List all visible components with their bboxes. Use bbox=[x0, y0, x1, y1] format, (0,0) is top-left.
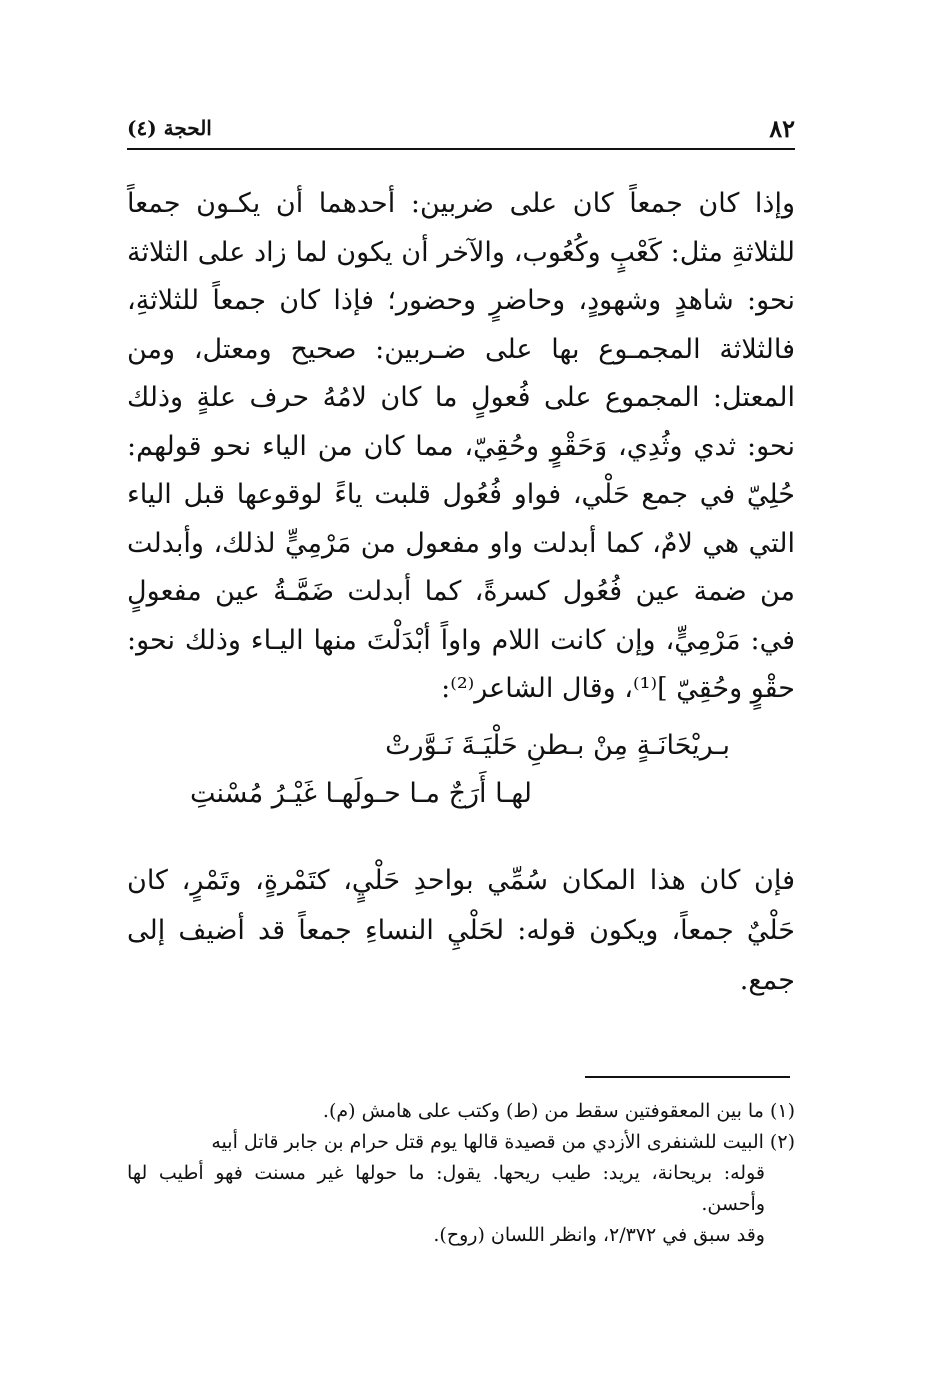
closing-paragraph: فإن كان هذا المكان سُمِّي بواحدِ حَلْيٍ، كتَمْرةٍ، وتَمْرٍ، كان حَلْيٌ جمعاً، ويكون قوله: لحَلْيِ النساءِ جمعاً قد أضيف إلى جمع. bbox=[127, 865, 796, 996]
footnote-2-reference: وقد سبق في ٢/٣٧٢، وانظر اللسان (روح). bbox=[433, 1224, 765, 1246]
page-header bbox=[127, 110, 795, 146]
footnote-1: (١) ما بين المعقوفتين سقط من (ط) وكتب على هامش (م). bbox=[322, 1100, 795, 1122]
header-divider bbox=[127, 148, 795, 150]
footnote-2: (٢) البيت للشنفرى الأزدي من قصيدة قالها يوم قتل حرام بن جابر قاتل أبيه bbox=[211, 1131, 795, 1153]
verse-second-hemistich: لهـا أَرَجٌ مـا حـولَهـا غَيْـرُ مُسْنتِ bbox=[190, 778, 532, 809]
footnote-2-explanation: قوله: بريحانة، يريد: طيب ريحها. يقول: ما حولها غير مسنت فهو أطيب لها وأحسن. bbox=[127, 1162, 765, 1215]
closing-text bbox=[127, 856, 795, 1006]
footnote-divider bbox=[585, 1076, 790, 1078]
footnotes bbox=[127, 1096, 795, 1251]
page-number: ٨٢ bbox=[769, 113, 795, 143]
verse-first-hemistich: بـريْحَانَـةٍ مِنْ بـطنِ حَلْيَـةَ نَـوَّرتْ bbox=[385, 730, 730, 761]
poetry-verse bbox=[190, 722, 750, 818]
main-text bbox=[127, 180, 795, 714]
running-title: الحجة (٤) bbox=[127, 116, 212, 140]
body-paragraph: وإذا كان جمعاً كان على ضربين: أحدهما أن يكـون جمعاً للثلاثةِ مثل: كَعْبٍ وكُعُوب، والآخر أن يكون لما زاد على الثلاثة نحو: شاهدٍ وشهودٍ، وحاضرٍ وحضور؛ فإذا كان جمعاً للثلاثةِ، فالثلاثة المجمـوع بها على ضـربين: صحيح ومعتل، ومن المعتل: المجموع على فُعولٍ ما كان لامُهُ حرف علةٍ وذلك نحو: ثدي وثُدِي، وَحَقْوٍ وحُقِيّ، مما كان من الياء نحو قولهم: حُلِيّ في جمع حَلْي، فواو فُعُول قلبت ياءً لوقوعها قبل الياء التي هي لامٌ، كما أبدلت واو مفعول من مَرْمِيٍّ لذلك، وأبدلت من ضمة عين فُعُول كسرةً، كما أبدلت ضَمَّـةُ عين مفعولٍ في: مَرْمِيٍّ، وإن كانت اللام واواً أبْدَلْتَ منها اليـاء وذلك نحو: حقْوٍ وحُقِيّ ]⁽¹⁾، وقال الشاعر⁽²⁾: bbox=[127, 188, 795, 704]
